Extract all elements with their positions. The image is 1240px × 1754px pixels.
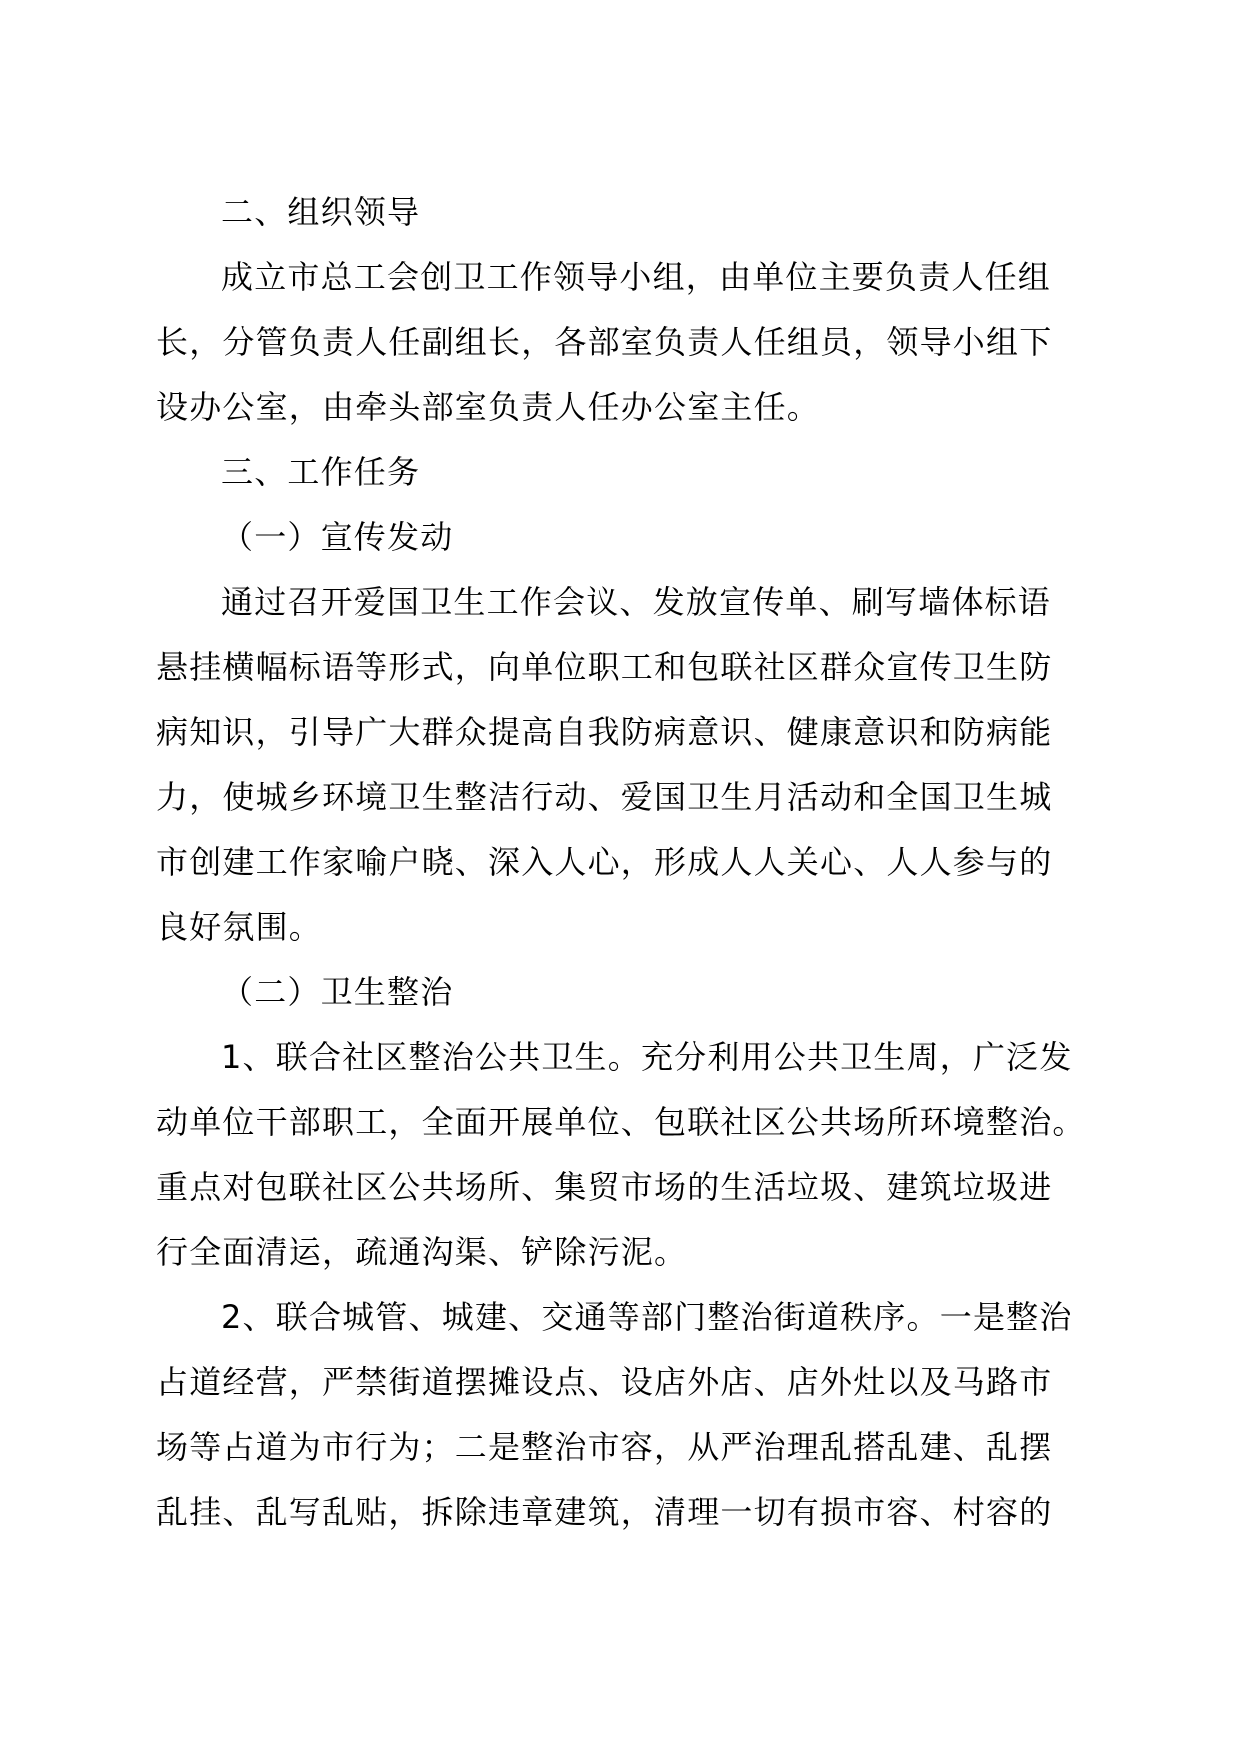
- section-heading-tasks: 三、工作任务: [221, 453, 421, 491]
- paragraph-line: 良好氛围。: [156, 908, 323, 946]
- subsection-heading-sanitation: （二）卫生整治: [221, 973, 454, 1011]
- paragraph-line: 病知识，引导广大群众提高自我防病意识、健康意识和防病能: [156, 713, 1053, 751]
- paragraph-line: 占道经营，严禁街道摆摊设点、设店外店、店外灶以及马路市: [156, 1363, 1053, 1401]
- paragraph-line: 1、联合社区整治公共卫生。充分利用公共卫生周，广泛发: [221, 1038, 1073, 1076]
- paragraph-line: 长，分管负责人任副组长，各部室负责人任组员，领导小组下: [156, 323, 1053, 361]
- paragraph-line: 场等占道为市行为；二是整治市容，从严治理乱搭乱建、乱摆: [156, 1428, 1053, 1466]
- paragraph-line: 动单位干部职工，全面开展单位、包联社区公共场所环境整治。: [156, 1103, 1086, 1141]
- paragraph-line: 成立市总工会创卫工作领导小组，由单位主要负责人任组: [221, 258, 1052, 296]
- paragraph-line: 悬挂横幅标语等形式，向单位职工和包联社区群众宣传卫生防: [156, 648, 1053, 686]
- paragraph-line: 设办公室，由牵头部室负责人任办公室主任。: [156, 388, 821, 426]
- paragraph-line: 力，使城乡环境卫生整洁行动、爱国卫生月活动和全国卫生城: [156, 778, 1053, 816]
- paragraph-line: 通过召开爱国卫生工作会议、发放宣传单、刷写墙体标语: [221, 583, 1052, 621]
- subsection-heading-publicity: （一）宣传发动: [221, 518, 454, 556]
- paragraph-line: 乱挂、乱写乱贴，拆除违章建筑，清理一切有损市容、村容的: [156, 1493, 1053, 1531]
- paragraph-line: 重点对包联社区公共场所、集贸市场的生活垃圾、建筑垃圾进: [156, 1168, 1053, 1206]
- paragraph-line: 行全面清运，疏通沟渠、铲除污泥。: [156, 1233, 688, 1271]
- section-heading-organization: 二、组织领导: [221, 193, 421, 231]
- paragraph-line: 市创建工作家喻户晓、深入人心，形成人人关心、人人参与的: [156, 843, 1053, 881]
- paragraph-line: 2、联合城管、城建、交通等部门整治街道秩序。一是整治: [221, 1298, 1073, 1336]
